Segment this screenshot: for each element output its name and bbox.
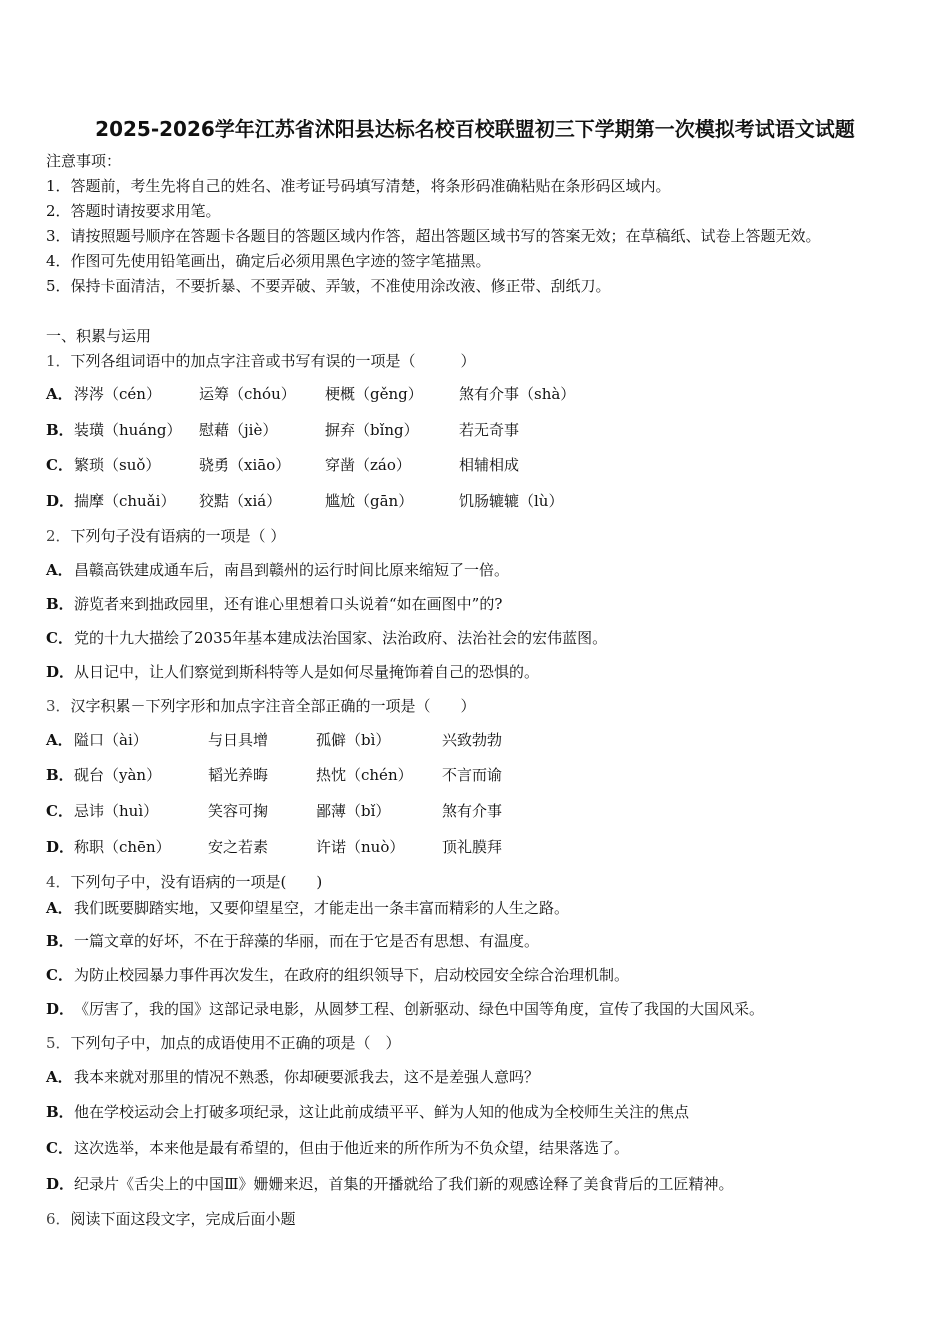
option-term: 砚台（yàn） <box>74 766 162 784</box>
option-letter: C． <box>46 456 73 474</box>
option-letter: C． <box>46 1139 73 1157</box>
option-letter: D． <box>46 838 75 856</box>
option-row <box>46 491 564 511</box>
option-term: 梗概（gěng） <box>325 385 423 403</box>
option-text: 一篇文章的好坏，不在于辞藻的华丽，而在于它是否有思想、有温度。 <box>74 932 540 950</box>
option-letter: D． <box>46 1175 75 1193</box>
option-letter: B． <box>46 1103 74 1121</box>
question-stem: 下列句子中，加点的成语使用不正确的项是（ ） <box>70 1034 401 1052</box>
option-term: 装璜（huáng） <box>74 421 182 439</box>
option-row <box>46 837 503 857</box>
question <box>46 351 476 371</box>
option-term: 揣摩（chuǎi） <box>74 492 176 510</box>
option-row <box>46 965 629 985</box>
option-term: 笑容可掬 <box>208 802 269 820</box>
option-letter: A． <box>46 731 73 749</box>
option-letter: C． <box>46 629 73 647</box>
option-letter: B． <box>46 766 74 784</box>
option-term: 与日具增 <box>208 731 269 749</box>
option-letter: A． <box>46 561 73 579</box>
option-text: 党的十九大描绘了2035年基本建成法治国家、法治政府、法治社会的宏伟蓝图。 <box>74 629 608 647</box>
option-term: 煞有介事 <box>442 802 503 820</box>
option-term: 不言而谕 <box>442 766 503 784</box>
notice-item: 2．答题时请按要求用笔。 <box>46 202 221 220</box>
question-number: 2． <box>46 527 71 545</box>
option-term: 隘口（ài） <box>74 731 148 749</box>
option-term: 繁琐（suǒ） <box>74 456 161 474</box>
option-term: 忌讳（huì） <box>74 802 159 820</box>
option-term: 鄙薄（bǐ） <box>316 802 391 820</box>
option-text: 我们既要脚踏实地，又要仰望星空，才能走出一条丰富而精彩的人生之路。 <box>74 899 570 917</box>
option-row <box>46 999 764 1019</box>
notice-item: 4．作图可先使用铅笔画出，确定后必须用黑色字迹的签字笔描黑。 <box>46 252 491 270</box>
question-number: 3． <box>46 697 71 715</box>
option-letter: D． <box>46 492 75 510</box>
question-stem: 下列各组词语中的加点字注音或书写有误的一项是（ ） <box>70 352 476 370</box>
option-term: 饥肠辘辘（lù） <box>459 492 564 510</box>
notice-heading: 注意事项： <box>46 152 122 170</box>
question <box>46 872 322 892</box>
option-term: 煞有介事（shà） <box>459 385 576 403</box>
option-term: 兴致勃勃 <box>442 731 503 749</box>
option-letter: A． <box>46 899 73 917</box>
option-row <box>46 1067 539 1087</box>
question <box>46 1033 401 1053</box>
option-row <box>46 898 569 918</box>
option-term: 尴尬（gān） <box>325 492 414 510</box>
option-letter: C． <box>46 966 73 984</box>
option-term: 韬光养晦 <box>208 766 269 784</box>
option-row <box>46 1174 733 1194</box>
option-term: 称职（chēn） <box>74 838 171 856</box>
option-text: 我本来就对那里的情况不熟悉，你却硬要派我去，这不是差强人意吗？ <box>74 1068 540 1086</box>
option-row <box>46 931 539 951</box>
option-term: 热忱（chén） <box>316 766 413 784</box>
option-letter: A． <box>46 385 73 403</box>
question-stem: 阅读下面这段文字，完成后面小题 <box>70 1210 296 1228</box>
option-term: 摒弃（bǐng） <box>325 421 419 439</box>
question-number: 5． <box>46 1034 71 1052</box>
option-term: 骁勇（xiāo） <box>199 456 291 474</box>
option-row <box>46 730 503 750</box>
option-row <box>46 455 520 475</box>
option-text: 从日记中，让人们察觉到斯科特等人是如何尽量掩饰着自己的恐惧的。 <box>74 663 540 681</box>
option-row <box>46 384 576 404</box>
option-letter: B． <box>46 421 74 439</box>
notice-item: 3．请按照题号顺序在答题卡各题目的答题区域内作答，超出答题区域书写的答案无效；在草稿纸、试卷上答题无效。 <box>46 227 821 245</box>
question-stem: 汉字积累－下列字形和加点字注音全部正确的一项是（ ） <box>70 697 476 715</box>
option-term: 孤僻（bì） <box>316 731 391 749</box>
option-row <box>46 765 503 785</box>
option-text: 他在学校运动会上打破多项纪录，这让此前成绩平平、鲜为人知的他成为全校师生关注的焦点 <box>74 1103 690 1121</box>
option-text: 《厉害了，我的国》这部记录电影，从圆梦工程、创新驱动、绿色中国等角度，宣传了我国的大国风采。 <box>74 1000 765 1018</box>
option-row <box>46 801 503 821</box>
option-row <box>46 420 520 440</box>
option-row <box>46 1102 689 1122</box>
option-row <box>46 560 509 580</box>
question <box>46 526 285 546</box>
question-number: 4． <box>46 873 71 891</box>
option-row <box>46 594 502 614</box>
option-term: 相辅相成 <box>459 456 520 474</box>
option-letter: A． <box>46 1068 73 1086</box>
page-title: 2025-2026学年江苏省沭阳县达标名校百校联盟初三下学期第一次模拟考试语文试题 <box>95 117 855 141</box>
option-letter: B． <box>46 932 74 950</box>
option-row <box>46 1138 629 1158</box>
option-term: 狡黠（xiá） <box>199 492 282 510</box>
option-text: 为防止校园暴力事件再次发生，在政府的组织领导下，启动校园安全综合治理机制。 <box>74 966 630 984</box>
option-letter: C． <box>46 802 73 820</box>
option-letter: B． <box>46 595 74 613</box>
option-term: 安之若素 <box>208 838 269 856</box>
option-letter: D． <box>46 1000 75 1018</box>
notice-item: 1．答题前，考生先将自己的姓名、准考证号码填写清楚，将条形码准确粘贴在条形码区域内。 <box>46 177 671 195</box>
option-term: 运筹（chóu） <box>199 385 296 403</box>
option-term: 顶礼膜拜 <box>442 838 503 856</box>
option-term: 涔涔（cén） <box>74 385 161 403</box>
notice-item: 5．保持卡面清洁，不要折暴、不要弄破、弄皱，不准使用涂改液、修正带、刮纸刀。 <box>46 277 611 295</box>
question-number: 6． <box>46 1210 71 1228</box>
question-stem: 下列句子没有语病的一项是（ ） <box>70 527 286 545</box>
option-term: 穿凿（záo） <box>325 456 411 474</box>
option-term: 许诺（nuò） <box>316 838 405 856</box>
question-stem: 下列句子中，没有语病的一项是( ) <box>70 873 323 891</box>
option-row <box>46 662 539 682</box>
question-number: 1． <box>46 352 71 370</box>
option-letter: D． <box>46 663 75 681</box>
option-term: 若无奇事 <box>459 421 520 439</box>
question <box>46 696 476 716</box>
option-text: 昌赣高铁建成通车后，南昌到赣州的运行时间比原来缩短了一倍。 <box>74 561 510 579</box>
question <box>46 1209 296 1229</box>
option-text: 游览者来到拙政园里，还有谁心里想着口头说着“如在画图中”的? <box>74 595 503 613</box>
option-text: 这次选举，本来他是最有希望的，但由于他近来的所作所为不负众望，结果落选了。 <box>74 1139 630 1157</box>
section-heading: 一、积累与运用 <box>46 327 152 345</box>
option-term: 慰藉（jiè） <box>199 421 278 439</box>
option-row <box>46 628 607 648</box>
option-text: 纪录片《舌尖上的中国Ⅲ》姗姗来迟，首集的开播就给了我们新的观感诠释了美食背后的工匠精神。 <box>74 1175 734 1193</box>
